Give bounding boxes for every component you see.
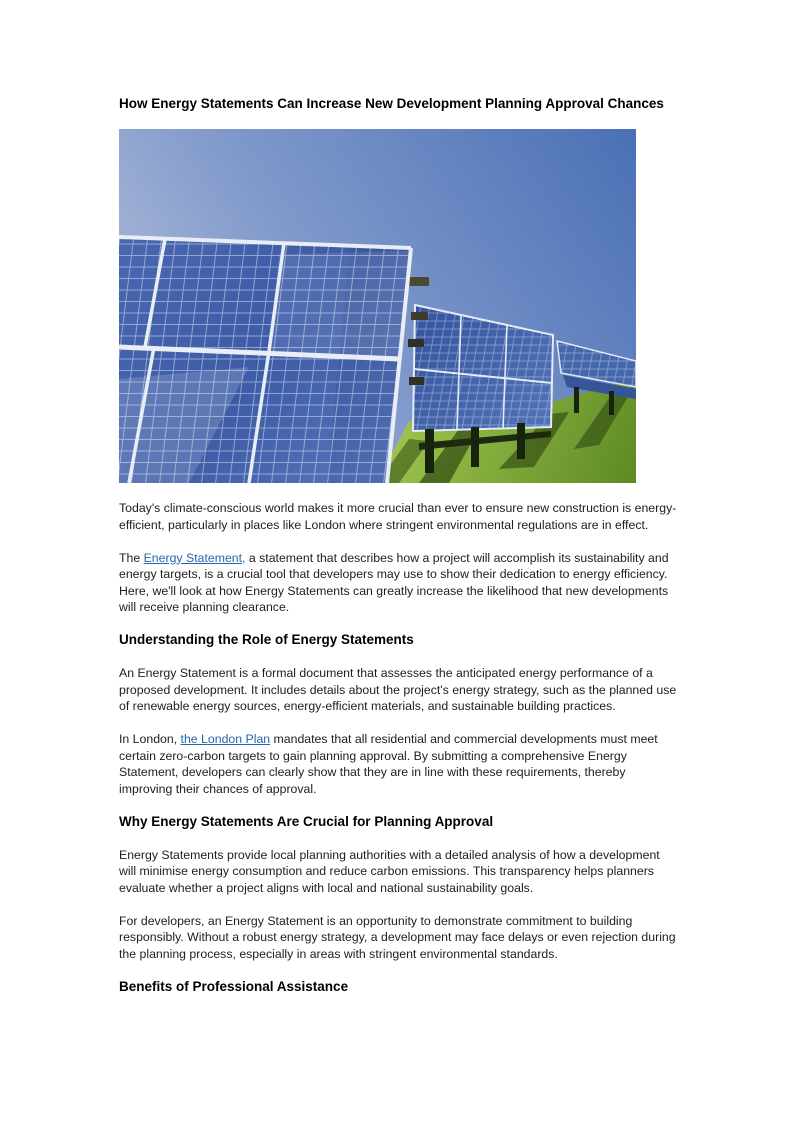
heading-why-crucial: Why Energy Statements Are Crucial for Planning Approval bbox=[119, 813, 494, 829]
panel-mount-clamp bbox=[409, 277, 429, 286]
role-paragraph-2-rest: mandates that all residential and commercial developments must meet certain zero-carbon targets to gain planning approval. By submitting a comprehensive Energy Statement, developers can clearly show that they are in line with these requirements, thereby improving their chances of approval. bbox=[119, 732, 658, 796]
intro-paragraph-2 bbox=[119, 550, 679, 616]
intro-paragraph-1: Today's climate-conscious world makes it more crucial than ever to ensure new construction is energy-efficient, particularly in places like London where stringent environmental regulations are in effect. bbox=[119, 501, 677, 532]
intro-paragraph-2-rest: a statement that describes how a project will accomplish its sustainability and energy targets, is a crucial tool that developers may use to show their dedication to energy efficiency. Here, we'll look at how Energy Statements can greatly increase the likelihood that new developments will receive planning clearance. bbox=[119, 550, 669, 614]
crucial-paragraph-1: Energy Statements provide local planning authorities with a detailed analysis of how a development will minimise energy consumption and reduce carbon emissions. This transparency helps planners evaluate whether a project aligns with local and national sustainability goals. bbox=[119, 847, 660, 895]
intro-paragraph-2-prefix: The bbox=[119, 550, 144, 565]
hero-image bbox=[119, 129, 636, 483]
solar-panel-photo bbox=[119, 129, 636, 483]
heading-benefits: Benefits of Professional Assistance bbox=[119, 978, 349, 994]
role-paragraph-2 bbox=[119, 731, 679, 797]
london-plan-link[interactable]: the London Plan bbox=[180, 732, 271, 746]
crucial-paragraph-2: For developers, an Energy Statement is an opportunity to demonstrate commitment to building responsibly. Without a robust energy strategy, a development may face delays or even rejection during the planning process, especially in areas with stringent environmental standards. bbox=[119, 913, 676, 961]
role-paragraph-1: An Energy Statement is a formal document that assesses the anticipated energy performance of a proposed development. It includes details about the project's energy strategy, such as the planned use of renewable energy sources, energy-efficient materials, and sustainable building practices. bbox=[119, 666, 677, 713]
energy-statement-link[interactable]: Energy Statement, bbox=[143, 550, 246, 565]
document-content bbox=[119, 97, 679, 1012]
document-title: How Energy Statements Can Increase New Development Planning Approval Chances bbox=[119, 96, 664, 111]
role-paragraph-2-prefix: In London, bbox=[119, 732, 181, 746]
heading-understanding-role: Understanding the Role of Energy Statements bbox=[119, 632, 414, 647]
